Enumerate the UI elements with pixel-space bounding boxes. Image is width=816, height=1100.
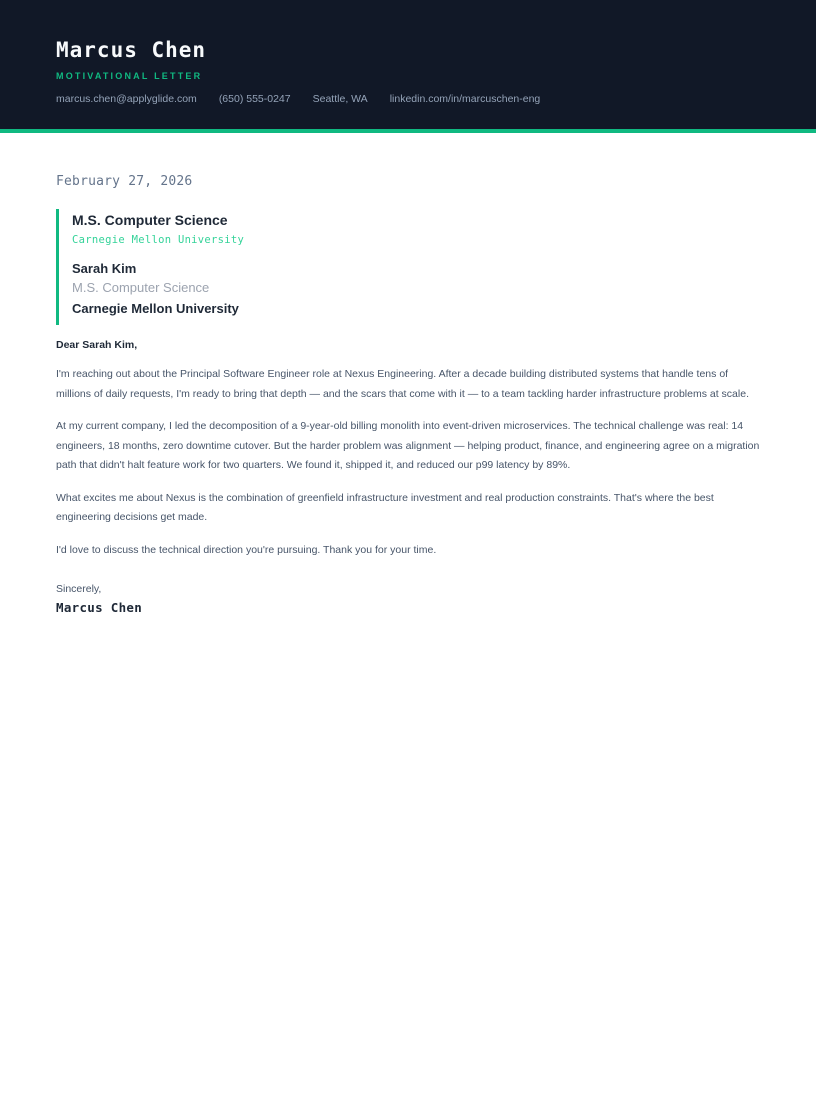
contact-location: Seattle, WA <box>312 93 368 106</box>
recipient-contact-name: Sarah Kim <box>72 261 137 277</box>
contact-list <box>56 93 760 105</box>
salutation: Dear Sarah Kim, <box>56 339 138 352</box>
recipient-contact-program: M.S. Computer Science <box>72 280 210 296</box>
letter-date: February 27, 2026 <box>56 174 193 190</box>
applicant-name: Marcus Chen <box>56 38 207 62</box>
recipient-block <box>56 209 760 325</box>
recipient-program-title: M.S. Computer Science <box>72 212 228 229</box>
doc-type-label: MOTIVATIONAL LETTER <box>56 71 203 82</box>
letter-body <box>0 133 816 615</box>
contact-phone: (650) 555-0247 <box>218 93 291 106</box>
paragraph-callto-action: I'd love to discuss the technical direction you're pursuing. Thank you for your time. <box>56 543 437 556</box>
signature-name: Marcus Chen <box>56 600 143 616</box>
closing-block <box>56 583 760 615</box>
contact-email: marcus.chen@applyglide.com <box>56 93 197 106</box>
letter-header <box>0 0 816 133</box>
paragraph-intro: I'm reaching out about the Principal Software Engineer role at Nexus Engineering. After a decade building distributed systems that handle tens of millions of daily requests, I'm ready to bring that depth — and the scars that come with it — to a team tackling harder infrastructure problems at scale. <box>56 368 749 400</box>
paragraph-experience: At my current company, I led the decomposition of a 9-year-old billing monolith into event-driven microservices. The technical challenge was real: 14 engineers, 18 months, zero downtime cutover. But the harder problem was alignment — helping product, finance, and engineering agree on a migration path that didn't halt feature work for two quarters. We found it, shipped it, and reduced our p99 latency by 89%. <box>56 420 760 472</box>
closing-word: Sincerely, <box>56 583 102 596</box>
recipient-contact-university: Carnegie Mellon University <box>72 301 239 317</box>
recipient-university-mono: Carnegie Mellon University <box>72 234 245 247</box>
paragraph-motivation: What excites me about Nexus is the combination of greenfield infrastructure investment and real production constraints. That's where the best engineering decisions get made. <box>56 491 714 524</box>
contact-linkedin: linkedin.com/in/marcuschen-eng <box>389 93 541 106</box>
